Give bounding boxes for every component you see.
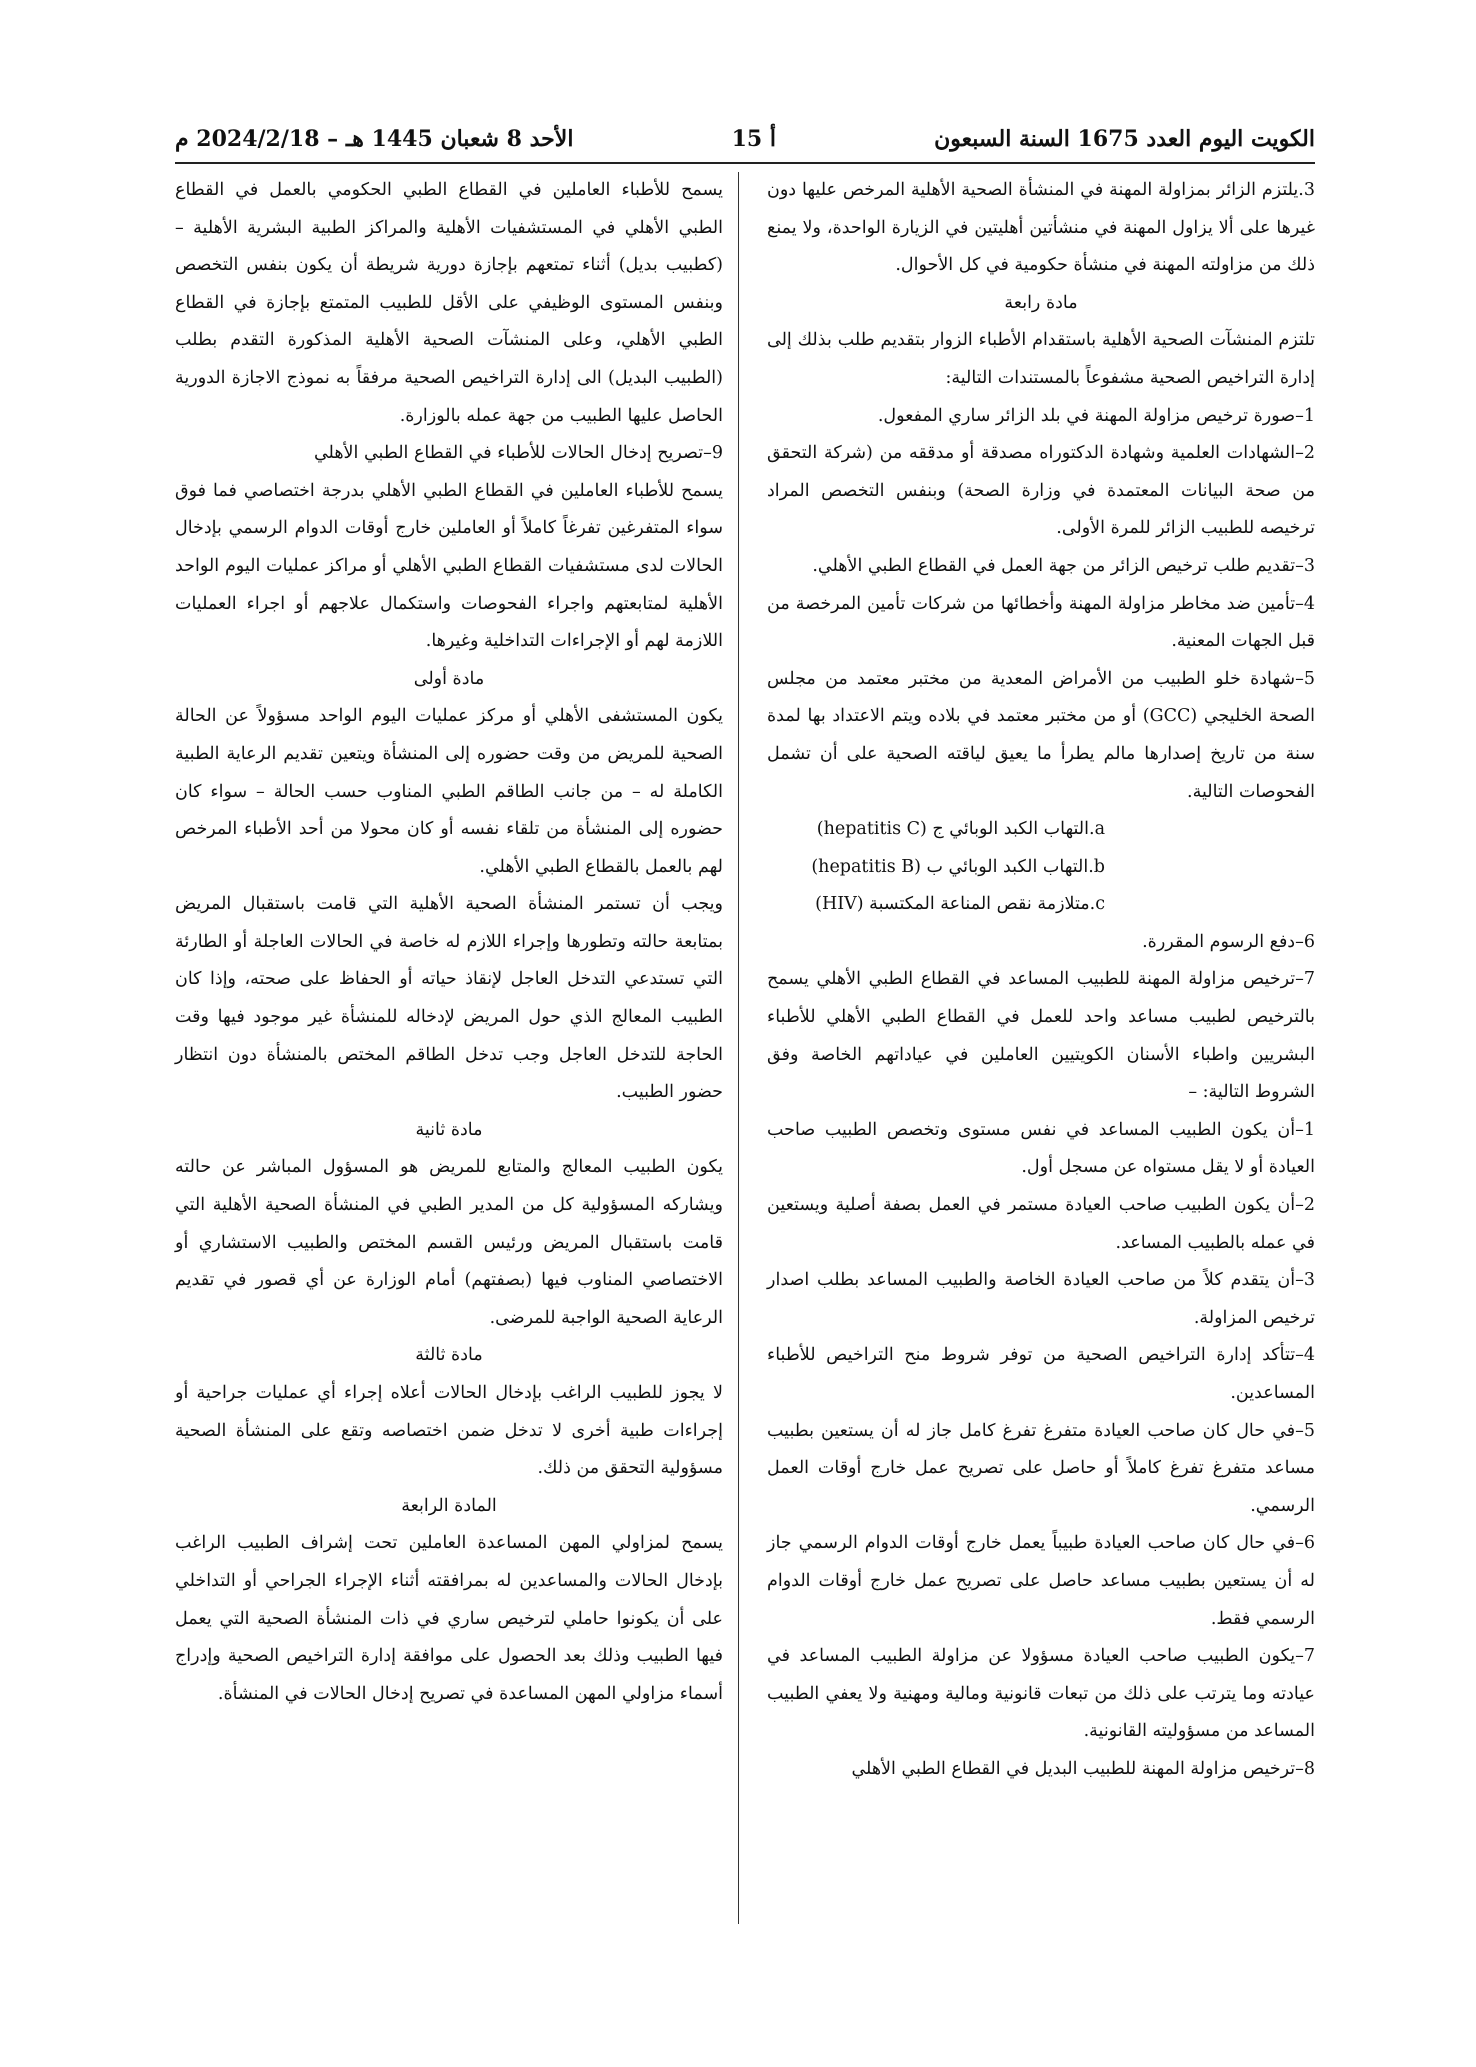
right-column — [767, 172, 1315, 1789]
paragraph: لا يجوز للطبيب الراغب بإدخال الحالات أعلاه إجراء أي عمليات جراحية أو إجراءات طبية أخرى لا تدخل ضمن اختصاصه وتقع على المنشأة الصحية مسؤولية التحقق من ذلك. — [175, 1383, 723, 1479]
list-item: 4–تأمين ضد مخاطر مزاولة المهنة وأخطائها من شركات تأمين المرخصة من قبل الجهات المعنية. — [767, 593, 1315, 652]
list-item: 2–أن يكون الطبيب صاحب العيادة مستمر في العمل بصفة أصلية ويستعين في عمله بالطبيب المساعد. — [767, 1195, 1315, 1253]
header-issue: الكويت اليوم العدد 1675 السنة السبعون — [934, 126, 1315, 152]
list-item: 6–دفع الرسوم المقررة. — [1142, 931, 1315, 952]
list-item: 5–شهادة خلو الطبيب من الأمراض المعدية من مختبر معتمد من مجلس الصحة الخليجي (GCC) أو من مختبر معتمد في بلاده ويتم الاعتداد بها لمدة سنة من تاريخ إصدارها مالم يطرأ ما يعيق لياقته الصحية على أن تشمل الفحوصات التالية. — [767, 668, 1315, 802]
page-header — [175, 120, 1315, 158]
header-date: الأحد 8 شعبان 1445 هـ – 2024/2/18 م — [175, 126, 574, 152]
header-page-number: أ 15 — [731, 126, 776, 152]
paragraph: يسمح للأطباء العاملين في القطاع الطبي الحكومي بالعمل في القطاع الطبي الأهلي في المستشفيات الأهلية والمراكز الطبية البشرية الأهلية – (كطبيب بديل) أثناء تمتعهم بإجازة دورية شريطة أن يكون بنفس التخصص وبنفس المستوى الوظيفي على الأقل للطبيب المتمتع بإجازة في القطاع الطبي الأهلي، وعلى المنشآت الصحية الأهلية المذكورة التقدم بطلب (الطبيب البديل) الى إدارة التراخيص الصحية مرفقاً به نموذج الاجازة الدورية الحاصل عليها الطبيب من جهة عمله بالوزارة. — [175, 180, 723, 426]
list-item: 7–يكون الطبيب صاحب العيادة مسؤولا عن مزاولة الطبيب المساعد في عيادته وما يترتب على ذلك من تبعات قانونية ومالية ومهنية ولا يعفي الطبيب المساعد من مسؤوليته القانونية. — [767, 1646, 1315, 1742]
list-item: 1–صورة ترخيص مزاولة المهنة في بلد الزائر ساري المفعول. — [877, 405, 1315, 426]
article-heading: مادة رابعة — [1004, 292, 1078, 313]
list-item: 4–تتأكد إدارة التراخيص الصحية من توفر شروط منح التراخيص للأطباء المساعدين. — [767, 1345, 1315, 1403]
list-item: 7–ترخيص مزاولة المهنة للطبيب المساعد في القطاع الطبي الأهلي يسمح بالترخيص لطبيب مساعد واحد للعمل في القطاع الطبي الأهلي للأطباء البشريين واطباء الأسنان الكويتيين العاملين في عياداتهم الخاصة وفق الشروط التالية: – — [767, 969, 1315, 1103]
column-divider — [738, 172, 739, 1924]
paragraph: يكون الطبيب المعالج والمتابع للمريض هو المسؤول المباشر عن حالته ويشاركه المسؤولية كل من المدير الطبي في المنشأة الصحية الأهلية التي قامت باستقبال المريض ورئيس القسم المختص والطبيب الاستشاري أو الاختصاصي المناوب فيها (بصفتهم) أمام الوزارة عن أي قصور في تقديم الرعاية الصحية الواجبة للمرضى. — [175, 1157, 723, 1328]
list-item: 5–في حال كان صاحب العيادة متفرغ تفرغ كامل جاز له أن يستعين بطبيب مساعد متفرغ تفرغ كاملاً أو حاصل على تصريح عمل خارج أوقات العمل الرسمي. — [767, 1420, 1315, 1516]
paragraph: يسمح للأطباء العاملين في القطاع الطبي الأهلي بدرجة اختصاصي فما فوق سواء المتفرغين تفرغاً كاملاً أو العاملين خارج أوقات الدوام الرسمي بإدخال الحالات لدى مستشفيات القطاع الطبي الأهلي أو مراكز عمليات اليوم الواحد الأهلية لمتابعتهم واجراء الفحوصات واستكمال علاجهم أو اجراء العمليات اللازمة لهم أو الإجراءات التداخلية وغيرها. — [175, 480, 723, 652]
list-item: 8–ترخيص مزاولة المهنة للطبيب البديل في القطاع الطبي الأهلي — [851, 1758, 1315, 1779]
article-heading: المادة الرابعة — [401, 1495, 497, 1516]
sub-list-item: c.متلازمة نقص المناعة المكتسبة (HIV) — [815, 894, 1105, 915]
sub-list-item: a.التهاب الكبد الوبائي ج (hepatitis C) — [816, 819, 1105, 840]
paragraph: يسمح لمزاولي المهن المساعدة العاملين تحت إشراف الطبيب الراغب بإدخال الحالات والمساعدين له بمرافقته أثناء الإجراء الجراحي أو التداخلي على أن يكونوا حاملي لترخيص ساري في ذات المنشأة الصحية التي يعمل فيها الطبيب وذلك بعد الحصول على موافقة إدارة التراخيص الصحية وإدراج أسماء مزاولي المهن المساعدة في تصريح إدخال الحالات في المنشأة. — [175, 1533, 723, 1704]
paragraph: ويجب أن تستمر المنشأة الصحية الأهلية التي قامت باستقبال المريض بمتابعة حالته وتطورها وإجراء اللازم له خاصة في الحالات العاجلة أو الطارئة التي تستدعي التدخل العاجل لإنقاذ حياته أو الحفاظ على صحته، وإذا كان الطبيب المعالج الذي حول المريض لإدخاله للمنشأة غير موجود فيها وقت الحاجة للتدخل العاجل وجب تدخل الطاقم المختص بالمنشأة دون انتظار حضور الطبيب. — [175, 894, 723, 1103]
paragraph: 3.يلتزم الزائر بمزاولة المهنة في المنشأة الصحية الأهلية المرخص عليها دون غيرها على ألا يزاول المهنة في منشأتين أهليتين في الزيارة الواحدة، ولا يمنع ذلك من مزاولته المهنة في منشأة حكومية في كل الأحوال. — [767, 180, 1315, 276]
article-heading: مادة ثالثة — [415, 1345, 483, 1366]
article-heading: مادة أولى — [413, 668, 485, 689]
list-item: 3–تقديم طلب ترخيص الزائر من جهة العمل في القطاع الطبي الأهلي. — [812, 555, 1315, 576]
list-item: 6–في حال كان صاحب العيادة طبيباً يعمل خارج أوقات الدوام الرسمي جاز له أن يستعين بطبيب مساعد حاصل على تصريح عمل خارج أوقات الدوام الرسمي فقط. — [767, 1533, 1315, 1629]
header-rule — [175, 162, 1315, 164]
left-column — [175, 172, 723, 1713]
paragraph: يكون المستشفى الأهلي أو مركز عمليات اليوم الواحد مسؤولاً عن الحالة الصحية للمريض من وقت حضوره إلى المنشأة ويتعين تقديم الرعاية الطبية الكاملة له – من جانب الطاقم الطبي المناوب حسب الحالة – سواء كان حضوره إلى المنشأة من تلقاء نفسه أو كان محولا من أحد الأطباء المرخص لهم بالعمل بالقطاع الطبي الأهلي. — [175, 706, 723, 877]
sub-list-item: b.التهاب الكبد الوبائي ب (hepatitis B) — [811, 856, 1105, 877]
article-heading: مادة ثانية — [415, 1119, 483, 1140]
list-item: 1–أن يكون الطبيب المساعد في نفس مستوى وتخصص الطبيب صاحب العيادة أو لا يقل مستواه عن مسجل أول. — [767, 1119, 1316, 1178]
list-item: 3–أن يتقدم كلاً من صاحب العيادة الخاصة والطبيب المساعد بطلب اصدار ترخيص المزاولة. — [767, 1270, 1315, 1328]
section-title: 9–تصريح إدخال الحالات للأطباء في القطاع الطبي الأهلي — [313, 443, 723, 464]
list-item: 2–الشهادات العلمية وشهادة الدكتوراه مصدقة أو مدققه من (شركة التحقق من صحة البيانات المعتمدة في وزارة الصحة) وبنفس التخصص المراد ترخيصه للطبيب الزائر للمرة الأولى. — [767, 443, 1315, 539]
paragraph: تلتزم المنشآت الصحية الأهلية باستقدام الأطباء الزوار بتقديم طلب بذلك إلى إدارة التراخيص الصحية مشفوعاً بالمستندات التالية: — [767, 330, 1315, 388]
